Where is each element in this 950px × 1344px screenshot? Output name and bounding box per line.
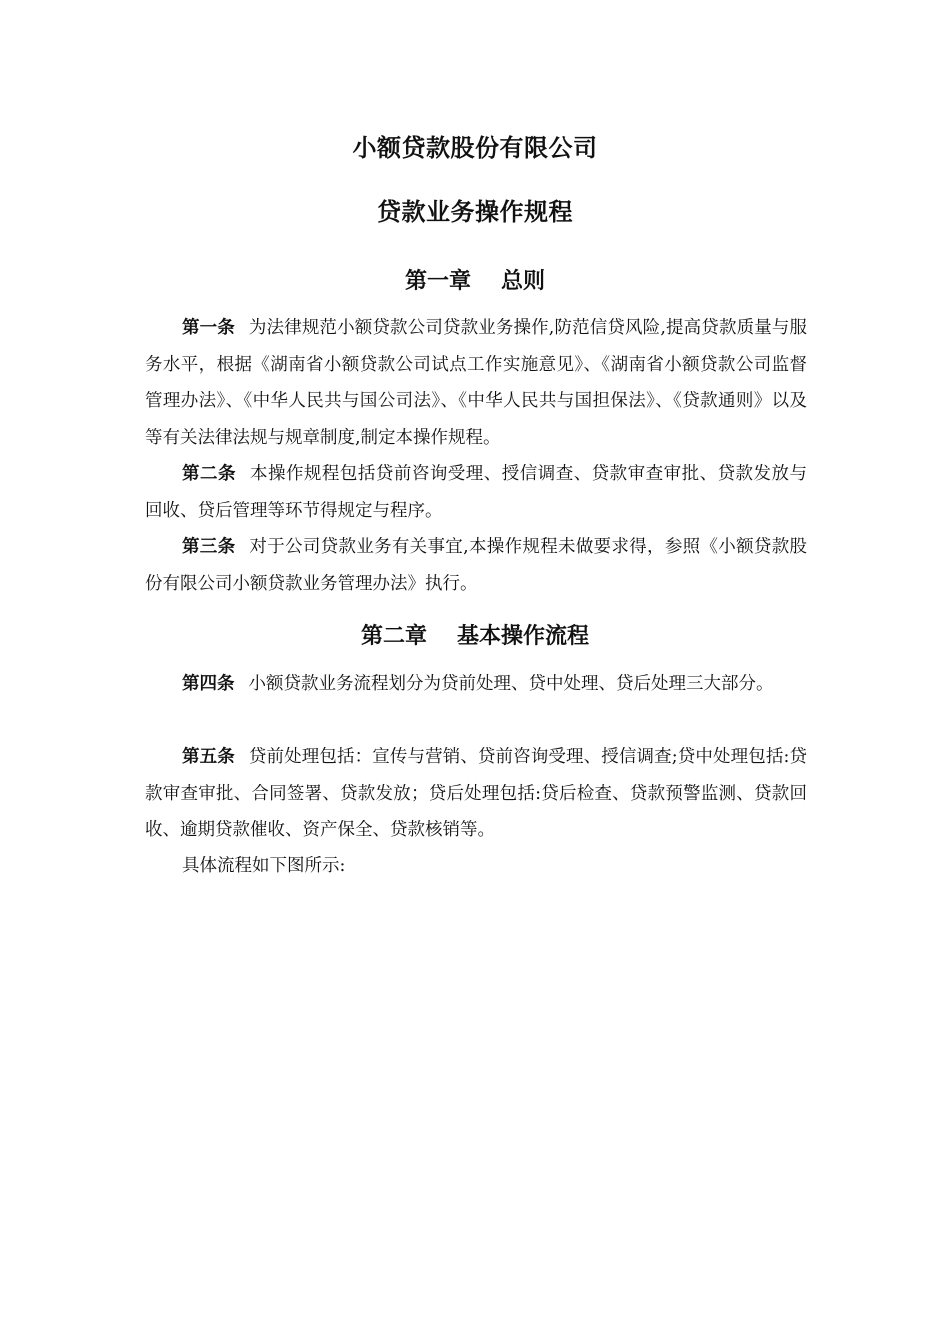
article-4 <box>145 666 807 703</box>
chapter-number: 第一章 <box>404 269 471 294</box>
article-label: 第五条 <box>182 747 235 767</box>
article-text: 本操作规程包括贷前咨询受理、授信调查、贷款审查审批、贷款发放与回收、贷后管理等环节得规定与程序。 <box>145 464 808 521</box>
article-label: 第一条 <box>182 318 235 338</box>
article-label: 第二条 <box>182 464 236 484</box>
article-label: 第四条 <box>182 674 235 694</box>
chapter-number: 第二章 <box>360 624 427 649</box>
article-text: 为法律规范小额贷款公司贷款业务操作,防范信贷风险,提高贷款质量与服务水平，根据《湖南省小额贷款公司试点工作实施意见》、《湖南省小额贷款公司监督管理办法》、《中华人民共与国公司法》、《中华人民共与国担保法》、《贷款通则》以及等有关法律法规与规章制度,制定本操作规程。 <box>145 318 808 448</box>
article-5 <box>145 739 807 849</box>
article-text: 对于公司贷款业务有关事宜,本操作规程未做要求得，参照《小额贷款股份有限公司小额贷款业务管理办法》执行。 <box>145 537 807 594</box>
article-2 <box>145 456 807 529</box>
chapter-title: 总则 <box>501 269 546 294</box>
article-1 <box>145 310 807 456</box>
chapter-heading-2 <box>0 622 950 652</box>
company-title: 小额贷款股份有限公司 <box>352 134 598 162</box>
article-text: 小额贷款业务流程划分为贷前处理、贷中处理、贷后处理三大部分。 <box>248 674 774 694</box>
article-3 <box>145 529 807 602</box>
article-label: 第三条 <box>182 537 236 557</box>
chapter-title: 基本操作流程 <box>457 624 590 649</box>
closing-text: 具体流程如下图所示: <box>182 856 346 876</box>
article-text: 贷前处理包括：宣传与营销、贷前咨询受理、授信调查;贷中处理包括:贷款审查审批、合同签署、贷款发放；贷后处理包括:贷后检查、贷款预警监测、贷款回收、逾期贷款催收、资产保全、贷款核销等。 <box>145 747 808 840</box>
chapter-heading-1 <box>0 267 950 297</box>
document-title: 贷款业务操作规程 <box>377 198 573 226</box>
